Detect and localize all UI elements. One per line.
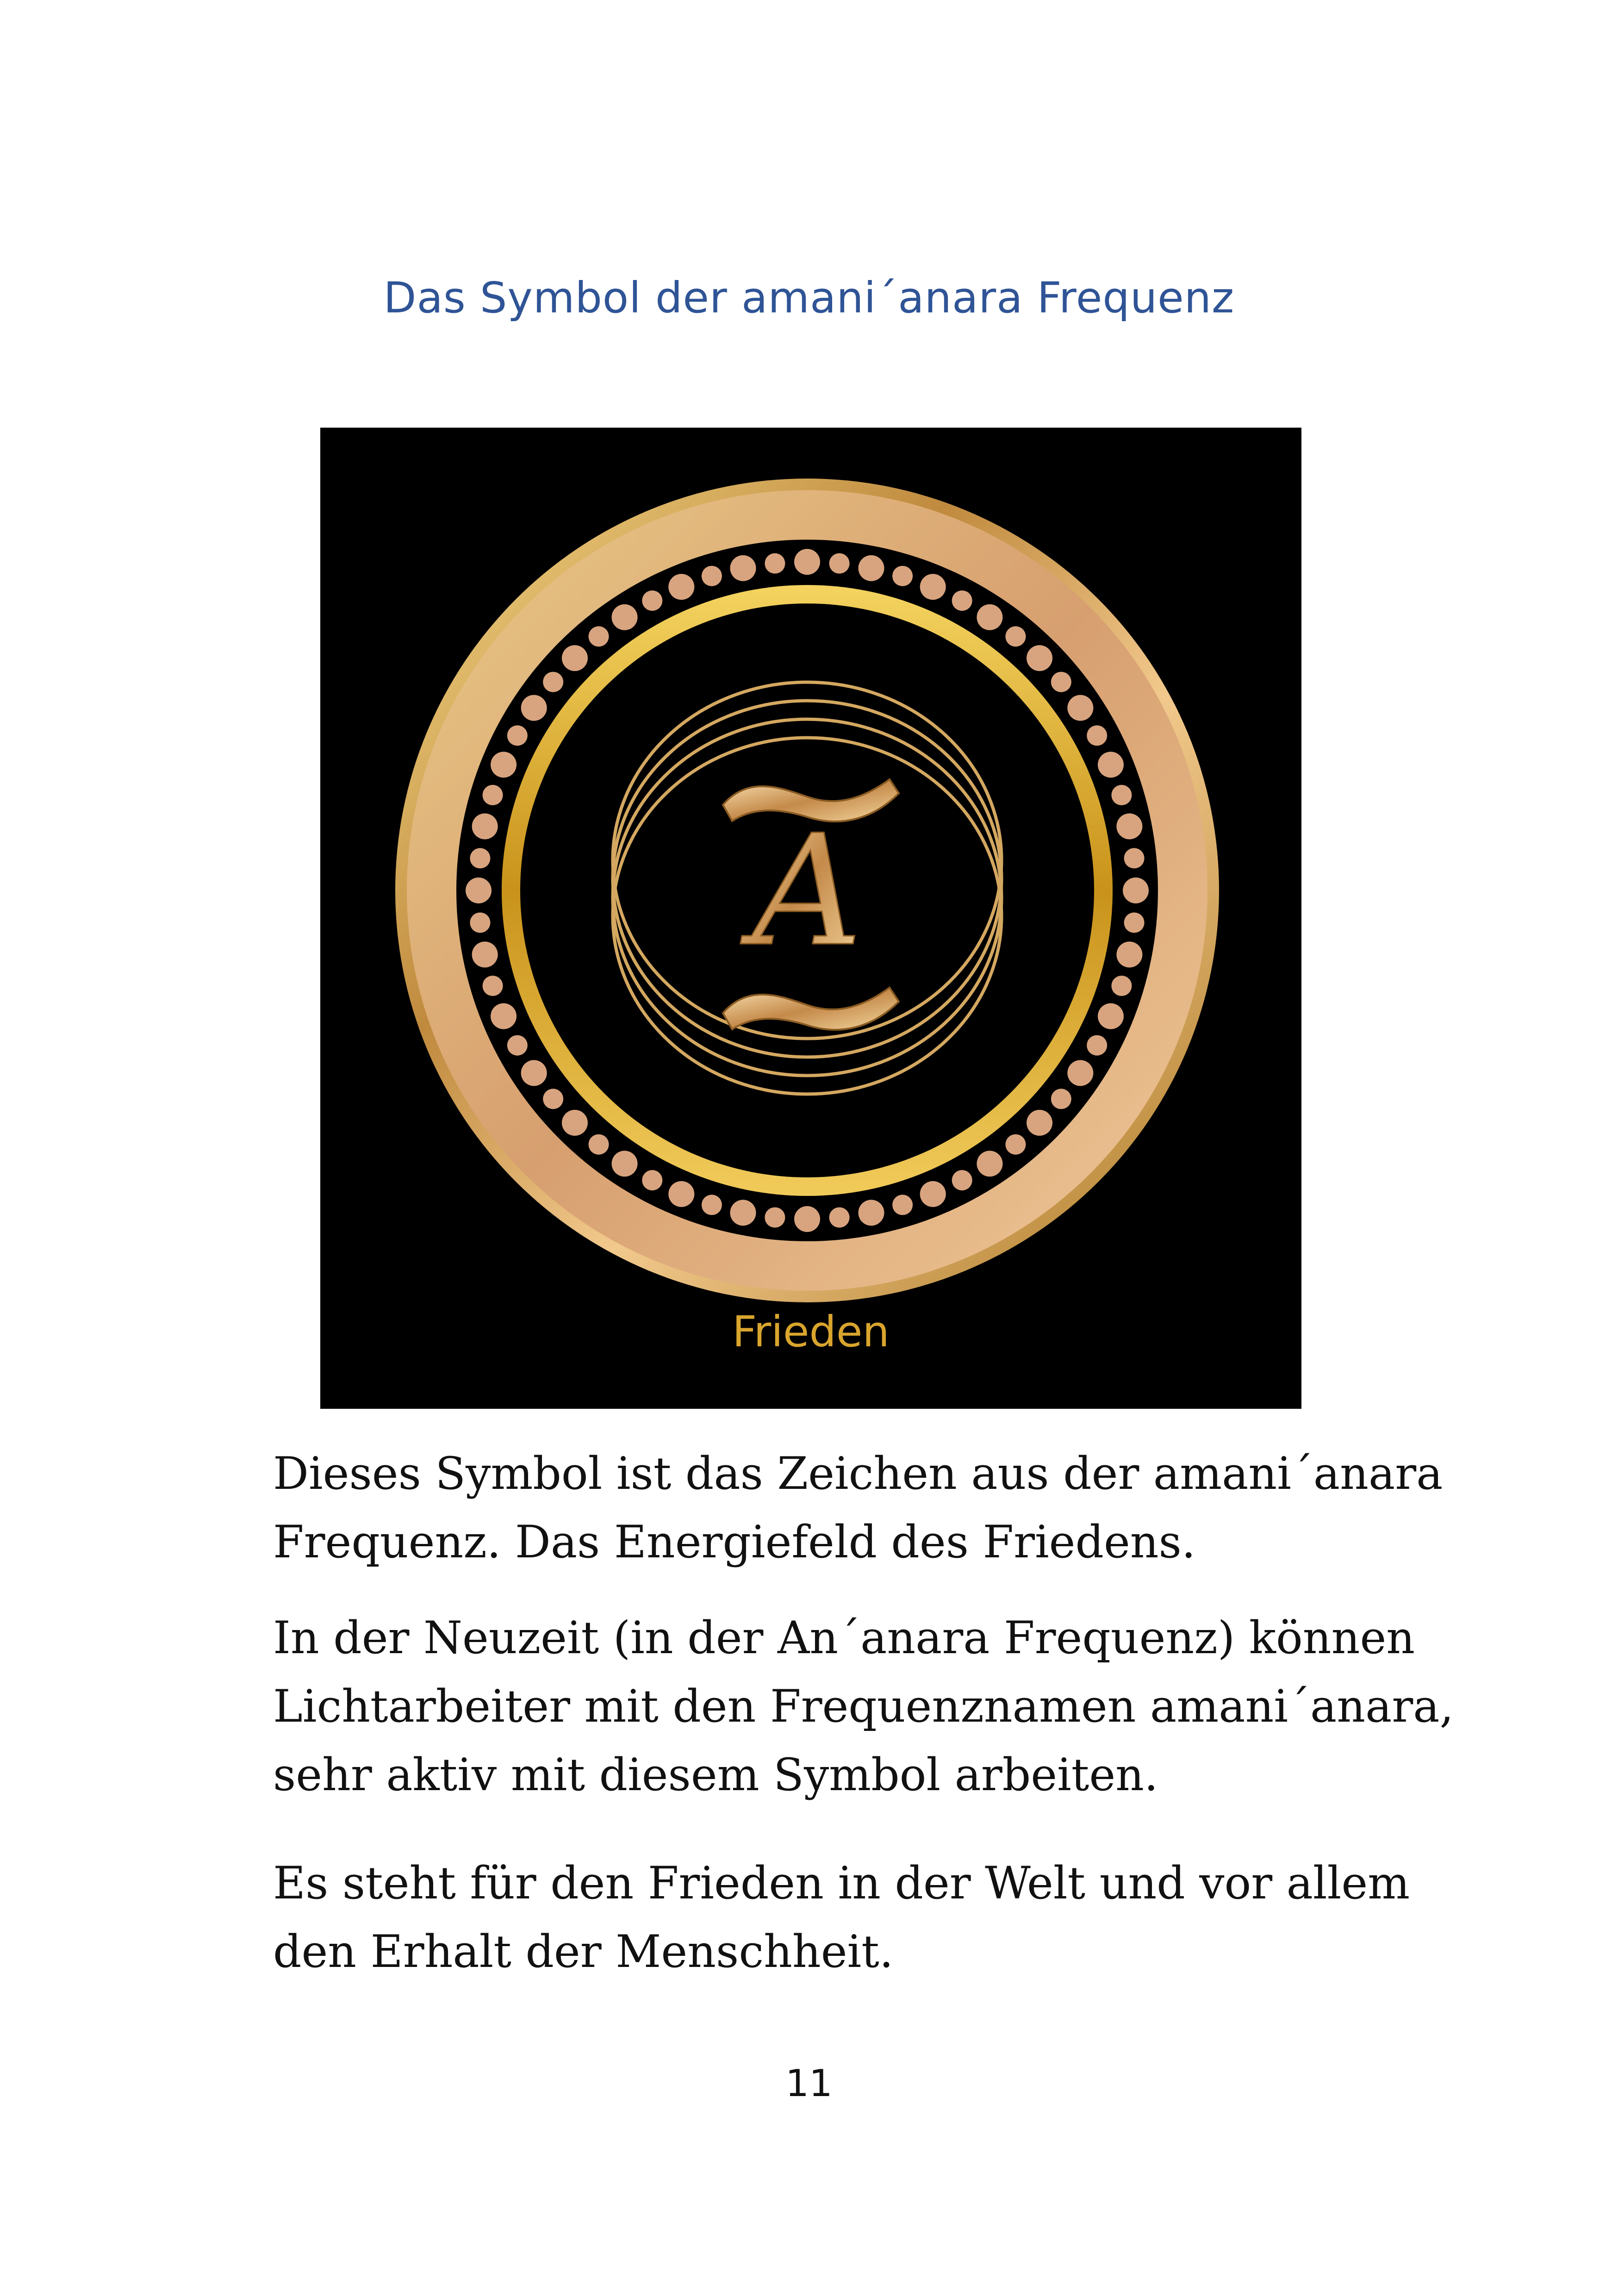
bead [794, 549, 820, 575]
symbol-caption: Frieden [732, 1307, 890, 1356]
bead [483, 976, 503, 996]
bead [794, 1206, 820, 1232]
bead [1087, 1035, 1107, 1056]
bead [730, 555, 756, 581]
bead [1051, 672, 1071, 692]
bead [642, 1170, 662, 1190]
bead [1005, 626, 1026, 647]
bead [1098, 1003, 1124, 1029]
bead [562, 645, 588, 671]
monogram-letter: A [752, 802, 863, 980]
bead [562, 1110, 588, 1136]
bead [977, 1151, 1002, 1176]
bead [952, 1170, 972, 1190]
bead [472, 813, 498, 839]
bead [491, 752, 517, 778]
bead [1027, 645, 1052, 671]
bead [730, 1200, 756, 1226]
bead [521, 695, 547, 721]
bead [977, 604, 1002, 630]
bead [470, 848, 490, 868]
bead [466, 877, 492, 903]
bead [1005, 1134, 1026, 1155]
bead [1116, 942, 1142, 968]
bead [1087, 725, 1107, 746]
bead [1124, 913, 1145, 933]
bead [507, 1035, 528, 1056]
bead [507, 725, 528, 746]
bead [765, 1207, 785, 1228]
bead [521, 1060, 547, 1086]
bead [1124, 848, 1145, 868]
bead [612, 604, 638, 630]
bead [589, 626, 609, 647]
bead [470, 913, 490, 933]
bead [1098, 752, 1124, 778]
text-line: Frequenz. Das Energiefeld des Friedens. [273, 1516, 1196, 1568]
text-line: den Erhalt der Menschheit. [273, 1926, 894, 1978]
paragraph-1 [273, 1439, 1443, 1576]
bead [589, 1134, 609, 1155]
text-line: Dieses Symbol ist das Zeichen aus der amani´anara [273, 1448, 1443, 1500]
text-line: In der Neuzeit (in der An´anara Frequenz) können [273, 1612, 1415, 1664]
bead [1123, 877, 1149, 903]
bead [1116, 813, 1142, 839]
bead [952, 591, 972, 611]
bead [472, 942, 498, 968]
bead [765, 553, 785, 573]
bead [612, 1151, 638, 1176]
bead [1067, 695, 1093, 721]
bead [859, 555, 884, 581]
paragraph-2 [273, 1604, 1454, 1809]
bead [543, 672, 563, 692]
bead [1027, 1110, 1052, 1136]
bead [483, 785, 503, 805]
bead [543, 1089, 563, 1109]
text-line: sehr aktiv mit diesem Symbol arbeiten. [273, 1749, 1158, 1801]
bead [859, 1200, 884, 1226]
bead [1111, 785, 1132, 805]
bead [702, 1195, 722, 1215]
bead [892, 1195, 913, 1215]
bead [1067, 1060, 1093, 1086]
bead [1051, 1089, 1071, 1109]
bead [668, 1181, 694, 1207]
page-title: Das Symbol der amani´anara Frequenz [383, 273, 1235, 323]
bead [702, 566, 722, 586]
bead [1111, 976, 1132, 996]
frequency-symbol-image [320, 428, 1301, 1409]
bead [642, 591, 662, 611]
bead [892, 566, 913, 586]
bead [668, 574, 694, 600]
page-number: 11 [785, 2062, 833, 2105]
text-line: Lichtarbeiter mit den Frequenznamen amani´anara, [273, 1680, 1454, 1732]
bead [829, 1207, 850, 1228]
bead [920, 574, 946, 600]
paragraph-3 [273, 1849, 1410, 1986]
bead [829, 553, 850, 573]
text-line: Es steht für den Frieden in der Welt und vor allem [273, 1857, 1410, 1909]
symbol-graphic [320, 428, 1301, 1409]
bead [491, 1003, 517, 1029]
bead [920, 1181, 946, 1207]
